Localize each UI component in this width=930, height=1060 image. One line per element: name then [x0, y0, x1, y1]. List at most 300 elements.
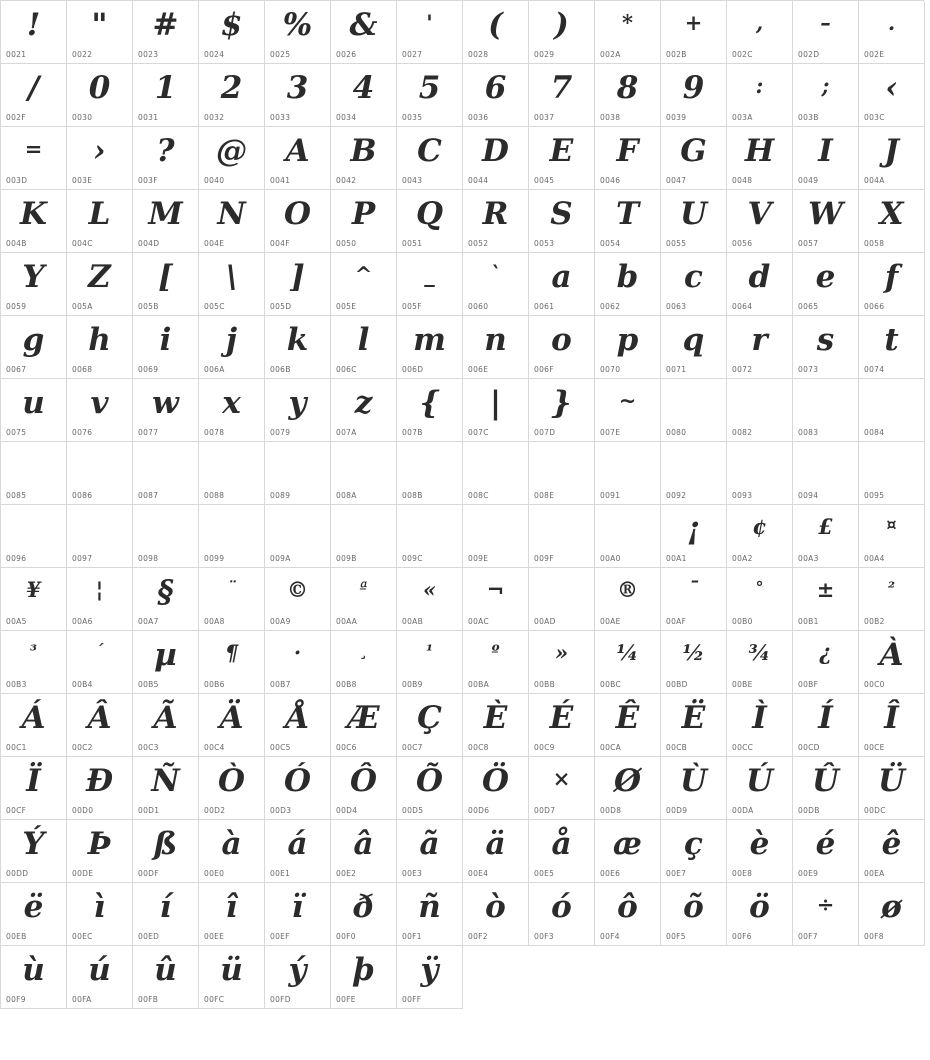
glyph-cell[interactable] [199, 946, 265, 1009]
glyph-character: l [357, 322, 370, 358]
glyph-cell[interactable] [595, 379, 661, 442]
glyph-cell[interactable] [529, 505, 595, 568]
glyph-codepoint: 002A [600, 50, 621, 59]
glyph-cell[interactable] [595, 442, 661, 505]
glyph-character: Ä [219, 700, 244, 736]
glyph-character: : [755, 73, 764, 98]
glyph-cell[interactable] [199, 568, 265, 631]
glyph-cell[interactable] [133, 694, 199, 757]
glyph-cell[interactable] [397, 127, 463, 190]
glyph-codepoint: 009B [336, 554, 357, 563]
glyph-character: À [879, 637, 904, 673]
glyph-cell[interactable] [331, 568, 397, 631]
glyph-cell[interactable] [859, 442, 925, 505]
glyph-cell[interactable] [859, 883, 925, 946]
glyph-codepoint: 002F [6, 113, 26, 122]
glyph-cell[interactable] [133, 190, 199, 253]
glyph-cell[interactable] [595, 1, 661, 64]
glyph-codepoint: 006D [402, 365, 424, 374]
glyph-cell[interactable] [595, 631, 661, 694]
glyph-cell[interactable] [397, 64, 463, 127]
glyph-cell[interactable] [397, 568, 463, 631]
glyph-cell[interactable] [859, 568, 925, 631]
glyph-codepoint: 00FE [336, 995, 356, 1004]
glyph-codepoint: 00E4 [468, 869, 489, 878]
glyph-cell[interactable] [199, 505, 265, 568]
glyph-cell[interactable] [133, 820, 199, 883]
glyph-character: © [287, 577, 308, 602]
glyph-cell[interactable] [529, 379, 595, 442]
glyph-cell[interactable] [1, 505, 67, 568]
glyph-cell[interactable] [133, 505, 199, 568]
glyph-cell[interactable] [529, 757, 595, 820]
glyph-cell[interactable] [133, 946, 199, 1009]
glyph-character: ü [220, 952, 243, 988]
glyph-cell[interactable] [1, 442, 67, 505]
glyph-character: f [884, 259, 899, 295]
glyph-cell[interactable] [463, 505, 529, 568]
glyph-cell[interactable] [463, 757, 529, 820]
glyph-cell[interactable] [265, 883, 331, 946]
glyph-cell[interactable] [1, 820, 67, 883]
glyph-cell[interactable] [793, 694, 859, 757]
glyph-cell[interactable] [67, 757, 133, 820]
glyph-character: ¦ [95, 577, 104, 602]
glyph-cell[interactable] [199, 442, 265, 505]
glyph-cell[interactable] [463, 64, 529, 127]
glyph-cell[interactable] [199, 631, 265, 694]
glyph-cell[interactable] [727, 568, 793, 631]
glyph-cell[interactable] [67, 190, 133, 253]
glyph-cell[interactable] [265, 64, 331, 127]
glyph-codepoint: 00CA [600, 743, 622, 752]
glyph-cell[interactable] [529, 127, 595, 190]
glyph-codepoint: 0077 [138, 428, 159, 437]
glyph-character: t [884, 322, 899, 358]
glyph-character: º [491, 641, 500, 660]
glyph-cell[interactable] [529, 64, 595, 127]
glyph-codepoint: 008C [468, 491, 489, 500]
glyph-codepoint: 00A8 [204, 617, 225, 626]
glyph-character [529, 444, 594, 488]
glyph-cell[interactable] [133, 631, 199, 694]
glyph-cell[interactable] [199, 253, 265, 316]
glyph-cell[interactable] [661, 253, 727, 316]
glyph-cell[interactable] [793, 757, 859, 820]
glyph-cell[interactable] [463, 631, 529, 694]
glyph-cell[interactable] [859, 379, 925, 442]
glyph-cell[interactable] [661, 883, 727, 946]
glyph-cell[interactable] [793, 505, 859, 568]
glyph-cell[interactable] [463, 442, 529, 505]
glyph-cell[interactable] [133, 379, 199, 442]
glyph-cell[interactable] [265, 757, 331, 820]
glyph-cell[interactable] [67, 694, 133, 757]
glyph-cell[interactable] [199, 820, 265, 883]
glyph-character: D [482, 133, 509, 169]
glyph-codepoint: 0062 [600, 302, 621, 311]
glyph-cell[interactable] [1, 946, 67, 1009]
glyph-cell[interactable] [397, 631, 463, 694]
glyph-cell[interactable] [67, 127, 133, 190]
glyph-cell[interactable] [661, 505, 727, 568]
glyph-character: ù [22, 952, 45, 988]
glyph-cell[interactable] [727, 190, 793, 253]
glyph-cell[interactable] [265, 379, 331, 442]
glyph-cell[interactable] [265, 316, 331, 379]
glyph-cell[interactable] [397, 253, 463, 316]
glyph-codepoint: 00CB [666, 743, 688, 752]
glyph-cell[interactable] [859, 190, 925, 253]
glyph-cell[interactable] [331, 631, 397, 694]
glyph-cell[interactable] [331, 694, 397, 757]
glyph-cell[interactable] [595, 505, 661, 568]
glyph-character: ä [485, 826, 506, 862]
glyph-cell[interactable] [859, 820, 925, 883]
glyph-cell[interactable] [859, 505, 925, 568]
glyph-cell[interactable] [727, 505, 793, 568]
glyph-cell[interactable] [859, 316, 925, 379]
glyph-cell[interactable] [793, 820, 859, 883]
glyph-cell[interactable] [265, 442, 331, 505]
glyph-codepoint: 0072 [732, 365, 753, 374]
glyph-cell[interactable] [463, 883, 529, 946]
glyph-cell[interactable] [397, 505, 463, 568]
glyph-cell[interactable] [661, 64, 727, 127]
glyph-cell[interactable] [1, 1, 67, 64]
glyph-cell[interactable] [265, 190, 331, 253]
glyph-cell[interactable] [331, 757, 397, 820]
glyph-cell[interactable] [859, 64, 925, 127]
glyph-cell[interactable] [793, 631, 859, 694]
glyph-cell[interactable] [331, 1, 397, 64]
glyph-codepoint: 0064 [732, 302, 753, 311]
glyph-character: ó [551, 889, 572, 925]
glyph-cell[interactable] [1, 316, 67, 379]
glyph-character: ô [617, 889, 638, 925]
glyph-cell[interactable] [133, 442, 199, 505]
glyph-cell[interactable] [793, 127, 859, 190]
glyph-cell[interactable] [67, 505, 133, 568]
glyph-character: › [93, 133, 106, 169]
glyph-cell[interactable] [595, 820, 661, 883]
glyph-cell[interactable] [727, 631, 793, 694]
glyph-cell[interactable] [1, 127, 67, 190]
glyph-codepoint: 0057 [798, 239, 819, 248]
glyph-cell[interactable] [595, 64, 661, 127]
glyph-cell[interactable] [331, 442, 397, 505]
glyph-cell[interactable] [727, 1, 793, 64]
glyph-cell[interactable] [133, 64, 199, 127]
glyph-codepoint: 005A [72, 302, 93, 311]
glyph-cell[interactable] [463, 694, 529, 757]
glyph-cell[interactable] [727, 379, 793, 442]
glyph-cell[interactable] [1, 190, 67, 253]
glyph-cell[interactable] [199, 64, 265, 127]
glyph-cell[interactable] [265, 127, 331, 190]
glyph-cell[interactable] [67, 946, 133, 1009]
glyph-cell[interactable] [529, 568, 595, 631]
glyph-cell[interactable] [331, 127, 397, 190]
glyph-character: @ [216, 133, 247, 169]
glyph-cell[interactable] [529, 820, 595, 883]
glyph-cell[interactable] [397, 946, 463, 1009]
glyph-cell[interactable] [661, 568, 727, 631]
glyph-cell[interactable] [397, 1, 463, 64]
glyph-cell[interactable] [859, 631, 925, 694]
glyph-cell[interactable] [265, 820, 331, 883]
glyph-cell[interactable] [397, 316, 463, 379]
glyph-codepoint: 0098 [138, 554, 159, 563]
glyph-cell[interactable] [265, 568, 331, 631]
glyph-character: ¼ [616, 640, 639, 665]
glyph-cell[interactable] [793, 442, 859, 505]
glyph-cell[interactable] [199, 190, 265, 253]
glyph-codepoint: 00B3 [6, 680, 27, 689]
glyph-cell[interactable] [595, 253, 661, 316]
glyph-cell[interactable] [331, 190, 397, 253]
glyph-character: ] [290, 259, 305, 295]
glyph-codepoint: 0079 [270, 428, 291, 437]
glyph-cell[interactable] [727, 127, 793, 190]
glyph-cell[interactable] [67, 568, 133, 631]
glyph-cell[interactable] [67, 379, 133, 442]
glyph-cell[interactable] [397, 379, 463, 442]
glyph-codepoint: 0040 [204, 176, 225, 185]
glyph-cell[interactable] [67, 316, 133, 379]
glyph-cell[interactable] [661, 379, 727, 442]
glyph-cell[interactable] [661, 442, 727, 505]
glyph-cell[interactable] [529, 694, 595, 757]
glyph-character [661, 444, 726, 488]
glyph-cell[interactable] [133, 127, 199, 190]
glyph-codepoint: 00EE [204, 932, 225, 941]
glyph-cell[interactable] [661, 316, 727, 379]
glyph-cell[interactable] [133, 1, 199, 64]
glyph-cell[interactable] [67, 820, 133, 883]
glyph-cell[interactable] [529, 190, 595, 253]
glyph-character: ê [881, 826, 902, 862]
glyph-cell[interactable] [793, 316, 859, 379]
glyph-character: ç [684, 826, 703, 862]
glyph-codepoint: 00AA [336, 617, 358, 626]
glyph-cell[interactable] [67, 631, 133, 694]
glyph-cell[interactable] [397, 757, 463, 820]
glyph-cell[interactable] [1, 757, 67, 820]
glyph-cell[interactable] [331, 316, 397, 379]
glyph-cell[interactable] [859, 1, 925, 64]
glyph-cell[interactable] [331, 946, 397, 1009]
glyph-cell[interactable] [397, 190, 463, 253]
glyph-character: å [551, 826, 572, 862]
glyph-cell[interactable] [595, 190, 661, 253]
glyph-cell[interactable] [199, 316, 265, 379]
glyph-codepoint: 0071 [666, 365, 687, 374]
glyph-cell[interactable] [727, 757, 793, 820]
glyph-cell[interactable] [727, 820, 793, 883]
glyph-cell[interactable] [661, 757, 727, 820]
glyph-cell[interactable] [463, 568, 529, 631]
glyph-cell[interactable] [199, 883, 265, 946]
glyph-cell[interactable] [463, 190, 529, 253]
glyph-cell[interactable] [859, 694, 925, 757]
glyph-cell[interactable] [199, 694, 265, 757]
glyph-cell[interactable] [661, 190, 727, 253]
glyph-character: " [91, 7, 108, 43]
glyph-cell[interactable] [529, 253, 595, 316]
glyph-cell[interactable] [595, 883, 661, 946]
glyph-cell[interactable] [67, 64, 133, 127]
glyph-cell[interactable] [595, 568, 661, 631]
glyph-character: U [679, 196, 708, 232]
glyph-cell[interactable] [661, 820, 727, 883]
glyph-codepoint: 00C4 [204, 743, 225, 752]
glyph-codepoint: 0030 [72, 113, 93, 122]
glyph-codepoint: 00C7 [402, 743, 423, 752]
glyph-cell[interactable] [133, 253, 199, 316]
glyph-cell[interactable] [463, 379, 529, 442]
glyph-cell[interactable] [1, 253, 67, 316]
glyph-codepoint: 00E1 [270, 869, 291, 878]
glyph-codepoint: 00E8 [732, 869, 753, 878]
glyph-cell[interactable] [727, 253, 793, 316]
glyph-character: á [287, 826, 308, 862]
glyph-character: ð [353, 889, 374, 925]
glyph-cell[interactable] [133, 316, 199, 379]
glyph-character: Ø [613, 763, 641, 799]
glyph-cell[interactable] [133, 757, 199, 820]
glyph-cell[interactable] [199, 757, 265, 820]
glyph-cell[interactable] [463, 316, 529, 379]
glyph-cell[interactable] [199, 127, 265, 190]
glyph-cell[interactable] [331, 379, 397, 442]
glyph-character: y [288, 385, 307, 421]
glyph-codepoint: 0039 [666, 113, 687, 122]
glyph-cell[interactable] [661, 631, 727, 694]
glyph-cell[interactable] [727, 694, 793, 757]
glyph-cell[interactable] [67, 883, 133, 946]
glyph-cell[interactable] [463, 820, 529, 883]
glyph-cell[interactable] [1, 379, 67, 442]
glyph-cell[interactable] [331, 64, 397, 127]
glyph-cell[interactable] [1, 883, 67, 946]
glyph-cell[interactable] [331, 883, 397, 946]
glyph-character: e [815, 259, 836, 295]
glyph-cell[interactable] [265, 694, 331, 757]
glyph-character: } [551, 385, 572, 421]
glyph-character: Ú [745, 763, 774, 799]
glyph-cell[interactable] [463, 1, 529, 64]
glyph-cell[interactable] [793, 64, 859, 127]
glyph-character: û [154, 952, 177, 988]
glyph-cell[interactable] [595, 694, 661, 757]
glyph-cell[interactable] [397, 442, 463, 505]
glyph-cell[interactable] [463, 253, 529, 316]
glyph-codepoint: 0050 [336, 239, 357, 248]
glyph-cell[interactable] [397, 820, 463, 883]
glyph-cell[interactable] [1, 568, 67, 631]
glyph-cell[interactable] [133, 883, 199, 946]
glyph-cell[interactable] [595, 127, 661, 190]
glyph-cell[interactable] [265, 253, 331, 316]
glyph-cell[interactable] [397, 883, 463, 946]
glyph-cell[interactable] [529, 316, 595, 379]
glyph-cell[interactable] [859, 757, 925, 820]
glyph-cell[interactable] [199, 379, 265, 442]
glyph-cell[interactable] [595, 757, 661, 820]
glyph-cell[interactable] [529, 883, 595, 946]
glyph-cell[interactable] [727, 316, 793, 379]
glyph-codepoint: 0094 [798, 491, 819, 500]
glyph-cell[interactable] [529, 1, 595, 64]
glyph-cell[interactable] [859, 127, 925, 190]
glyph-cell[interactable] [265, 631, 331, 694]
glyph-codepoint: 002D [798, 50, 820, 59]
glyph-cell[interactable] [331, 253, 397, 316]
glyph-codepoint: 0076 [72, 428, 93, 437]
glyph-cell[interactable] [727, 442, 793, 505]
glyph-character: £ [818, 514, 833, 539]
glyph-cell[interactable] [199, 1, 265, 64]
glyph-cell[interactable] [1, 631, 67, 694]
glyph-character: Õ [415, 763, 443, 799]
glyph-cell[interactable] [661, 1, 727, 64]
glyph-character: ¢ [752, 514, 767, 539]
glyph-codepoint: 0070 [600, 365, 621, 374]
glyph-codepoint: 008E [534, 491, 555, 500]
glyph-character: # [152, 7, 179, 43]
glyph-cell[interactable] [793, 379, 859, 442]
glyph-codepoint: 003B [798, 113, 819, 122]
glyph-codepoint: 00BB [534, 680, 556, 689]
glyph-codepoint: 0067 [6, 365, 27, 374]
glyph-cell[interactable] [331, 820, 397, 883]
glyph-character: Ô [349, 763, 377, 799]
glyph-cell[interactable] [793, 253, 859, 316]
glyph-cell[interactable] [793, 883, 859, 946]
glyph-cell[interactable] [793, 568, 859, 631]
glyph-cell[interactable] [265, 946, 331, 1009]
glyph-cell[interactable] [331, 505, 397, 568]
glyph-cell[interactable] [67, 442, 133, 505]
glyph-cell[interactable] [265, 505, 331, 568]
glyph-cell[interactable] [133, 568, 199, 631]
glyph-cell[interactable] [1, 694, 67, 757]
glyph-cell[interactable] [397, 694, 463, 757]
glyph-cell[interactable] [661, 127, 727, 190]
glyph-cell[interactable] [727, 883, 793, 946]
glyph-codepoint: 00C6 [336, 743, 357, 752]
glyph-character: v [90, 385, 109, 421]
glyph-cell[interactable] [595, 316, 661, 379]
glyph-character: ^ [354, 262, 373, 287]
glyph-cell[interactable] [463, 127, 529, 190]
glyph-codepoint: 00A0 [600, 554, 621, 563]
glyph-character: ø [881, 889, 902, 925]
glyph-cell[interactable] [727, 64, 793, 127]
glyph-cell[interactable] [793, 190, 859, 253]
glyph-cell[interactable] [661, 694, 727, 757]
glyph-cell[interactable] [529, 631, 595, 694]
glyph-cell[interactable] [67, 1, 133, 64]
glyph-cell[interactable] [529, 442, 595, 505]
glyph-cell[interactable] [793, 1, 859, 64]
glyph-cell[interactable] [67, 253, 133, 316]
glyph-cell[interactable] [859, 253, 925, 316]
glyph-cell[interactable] [1, 64, 67, 127]
glyph-character: M [148, 196, 183, 232]
glyph-cell[interactable] [265, 1, 331, 64]
